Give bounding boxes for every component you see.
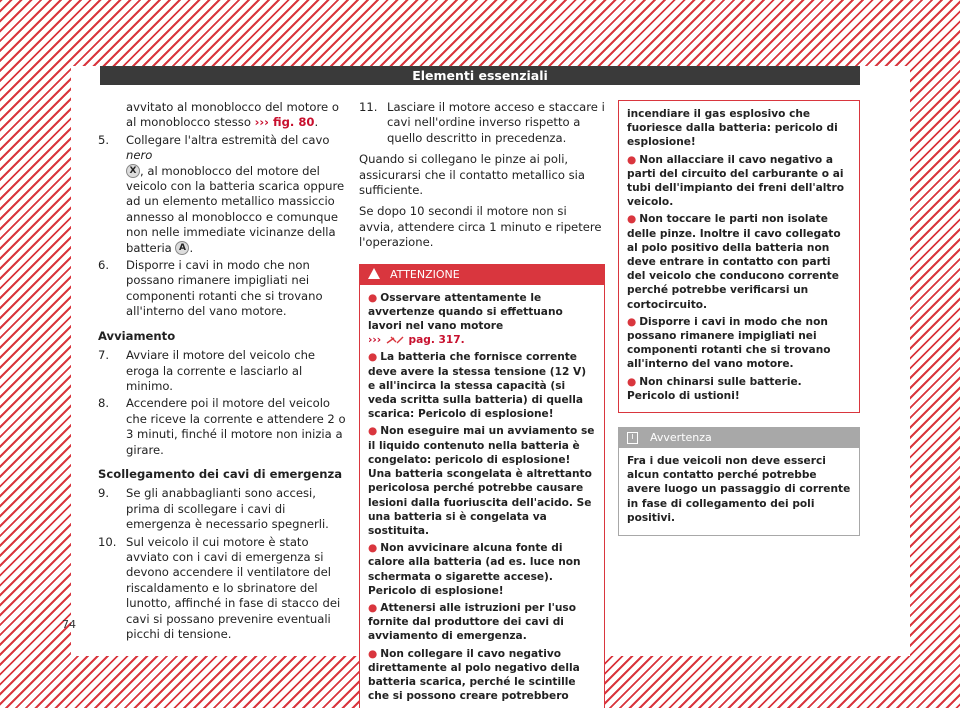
callout-x-icon: X	[126, 164, 140, 178]
bullet-icon: ●	[627, 153, 637, 166]
bullet-icon: ●	[368, 647, 378, 660]
note-text: Fra i due veicoli non deve esserci alcun contatto perché potrebbe avere luogo un passaggio di corrente in fase di collegamento dei poli positivi.	[627, 455, 851, 524]
note-box	[618, 427, 860, 536]
page-reference-link[interactable]: ›››	[368, 334, 382, 347]
figure-reference-link[interactable]: ››› fig. 80	[254, 115, 315, 130]
info-icon: i	[627, 432, 638, 444]
bullet-icon: ●	[627, 315, 637, 328]
step-11: 11. Lasciare il motore acceso e staccare i cavi nell'ordine inverso rispetto a quello descritto in precedenza.	[359, 100, 605, 145]
bullet-icon: ●	[368, 351, 378, 364]
bullet-icon: ●	[368, 291, 378, 304]
column-middle	[359, 100, 605, 708]
step-8: 8. Accendere poi il motore del veicolo che riceve la corrente e attendere 2 o 3 minuti, finché il motore non inizia a girare.	[98, 396, 346, 457]
bullet-icon: ●	[368, 425, 378, 438]
warning-bullet: ● Non avvicinare alcuna fonte di calore alla batteria (ad es. luce non schermata o sigarette accese). Pericolo di esplosione!	[368, 542, 581, 597]
column-right	[618, 100, 860, 536]
step-9: 9. Se gli anabbaglianti sono accesi, prima di scollegare i cavi di emergenza è necessario spegnerli.	[98, 486, 329, 532]
warning-box-continued	[618, 100, 860, 413]
warning-bullet: ● Non chinarsi sulle batterie. Pericolo di ustioni!	[627, 375, 802, 402]
step-5: 5. Collegare l'altra estremità del cavo nero X , al monoblocco del motore del veicolo con la batteria scarica oppure ad un elemento metallico massiccio annesso al monoblocco e comunque non nelle immediate vicinanze della batteria A .	[98, 132, 345, 255]
step-6: 6. Disporre i cavi in modo che non possano rimanere impigliati nei componenti rotanti che si trovano all'interno del vano motore.	[98, 258, 323, 319]
page-header: Elementi essenziali	[100, 66, 860, 85]
warning-bullet: ● Non toccare le parti non isolate delle pinze. Inoltre il cavo collegato al polo positivo della batteria non deve entrare in contatto con parti del veicolo che conducono corrente perché potrebbe verificarsi un cortocircuito.	[627, 213, 841, 311]
bullet-icon: ●	[627, 213, 637, 226]
section-heading-avviamento: Avviamento	[98, 328, 176, 343]
warning-bullet: ● Non collegare il cavo negativo direttamente al polo negativo della batteria scarica, perché le scintille che si possono creare potrebbero	[368, 647, 580, 703]
warning-bullet: ● Disporre i cavi in modo che non possano rimanere impigliati nei componenti rotanti che si trovano all'interno del vano motore.	[627, 315, 831, 371]
warning-box	[359, 264, 605, 708]
warning-bullet: ● Non eseguire mai un avviamento se il liquido contenuto nella batteria è congelato: pericolo di esplosione! Una batteria scongelata è altrettanto pericolosa perché potrebbe causare lesioni dalla fuoriuscita dell'acido. Se una batteria si è congelata va sostituita.	[368, 425, 595, 537]
bullet-icon: ●	[627, 375, 637, 388]
warning-bullet: ● Osservare attentamente le avvertenze quando si effettuano lavori nel vano motore ››› pag. 317.	[368, 291, 563, 347]
paragraph-retry: Se dopo 10 secondi il motore non si avvia, attendere circa 1 minuto e ripetere l'operazione.	[359, 204, 602, 250]
workshop-tools-icon	[385, 335, 405, 345]
warning-triangle-icon	[368, 268, 380, 279]
bullet-icon: ●	[368, 542, 378, 555]
step-7: 7. Avviare il motore del veicolo che eroga la corrente e lasciarlo al minimo.	[98, 348, 316, 393]
warning-bullet: ● Attenersi alle istruzioni per l'uso fornite dal produttore dei cavi di avviamento di emergenza.	[368, 601, 577, 643]
warning-continuation: incendiare il gas esplosivo che fuoriesce dalla batteria: pericolo di esplosione!	[627, 108, 838, 149]
note-header: i Avvertenza	[619, 428, 859, 448]
column-left	[98, 100, 348, 644]
step-4-continuation: avvitato al monoblocco del motore o al monoblocco stesso ››› fig. 80.	[126, 100, 339, 130]
paragraph-contact: Quando si collegano le pinze ai poli, assicurarsi che il contatto metallico sia sufficiente.	[359, 152, 585, 198]
warning-bullet: ● Non allacciare il cavo negativo a parti del circuito del carburante o ai tubi dell'impianto dei freni dell'altro veicolo.	[627, 153, 844, 209]
section-heading-scollegamento: Scollegamento dei cavi di emergenza	[98, 466, 343, 481]
callout-a-icon: A	[175, 241, 189, 255]
page-number: 74	[62, 618, 76, 631]
bullet-icon: ●	[368, 601, 378, 614]
step-10: 10. Sul veicolo il cui motore è stato avviato con i cavi di emergenza si devono accendere il ventilatore del riscaldamento e lo sbrinatore del lunotto, affinché in fase di stacco dei cavi si possano prevenire eventuali picchi di tensione.	[98, 534, 341, 641]
warning-bullet: ● La batteria che fornisce corrente deve avere la stessa tensione (12 V) e all'incirca la stessa capacità (si veda scritta sulla batteria) di quella scarica: Pericolo di esplosione!	[368, 351, 587, 421]
warning-header: ATTENZIONE	[360, 265, 604, 285]
